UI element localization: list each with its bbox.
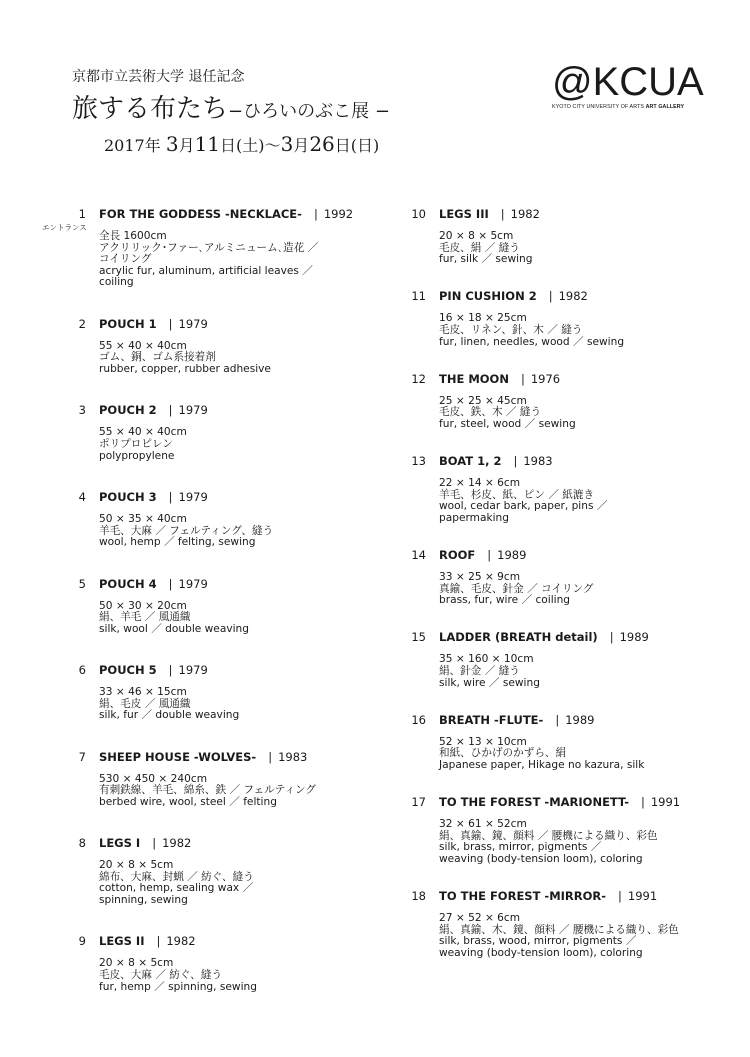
date-start-weekday: (土) bbox=[236, 136, 265, 155]
work-item bbox=[410, 548, 710, 607]
work-material-line: coiling bbox=[99, 276, 134, 289]
work-number: 14 bbox=[411, 548, 426, 563]
work-number: 2 bbox=[78, 316, 86, 331]
title-year-divider: | bbox=[609, 630, 614, 645]
work-material-line: wool, hemp ／ felting, sewing bbox=[99, 536, 256, 549]
work-item bbox=[410, 795, 710, 865]
work-details bbox=[99, 341, 370, 376]
work-material-line: 毛皮、鉄、木 ／ 縫う bbox=[439, 406, 542, 419]
works-list-left bbox=[42, 207, 370, 1021]
work-material-line: 毛皮、リネン、針、木 ／ 縫う bbox=[439, 323, 583, 336]
work-material-line: 羊毛、大麻 ／ フェルティング、縫う bbox=[99, 524, 274, 537]
work-year: 1976 bbox=[530, 371, 561, 386]
work-material-line: silk, wire ／ sewing bbox=[439, 676, 540, 689]
work-number: 10 bbox=[411, 207, 426, 221]
work-details bbox=[439, 478, 710, 524]
work-number: 18 bbox=[411, 889, 426, 904]
work-material-line: 絹、羊毛 ／ 風通織 bbox=[99, 611, 191, 624]
work-number: 1 bbox=[78, 207, 86, 221]
exhibition-title bbox=[72, 88, 390, 125]
work-material-line: cotton, hemp, sealing wax ／ bbox=[99, 882, 254, 895]
work-title-line bbox=[99, 490, 370, 504]
title-year-divider: | bbox=[152, 836, 157, 851]
work-year: 1989 bbox=[497, 548, 527, 563]
work-number: 8 bbox=[78, 836, 86, 851]
date-start-month: 3 bbox=[165, 132, 179, 156]
title-year-divider: | bbox=[168, 576, 173, 591]
work-year: 1982 bbox=[162, 836, 192, 851]
works-list-right bbox=[410, 207, 710, 983]
work-title-line bbox=[99, 577, 370, 591]
title-year-divider: | bbox=[168, 316, 173, 331]
work-material-line: Japanese paper, Hikage no kazura, silk bbox=[439, 759, 645, 772]
exhibition-title-main: 旅する布たち bbox=[72, 94, 229, 124]
work-dimensions: 20 × 8 × 5cm bbox=[99, 957, 174, 970]
work-number: 16 bbox=[411, 712, 426, 727]
work-number: 17 bbox=[411, 795, 426, 810]
work-item bbox=[70, 577, 370, 636]
title-year-divider: | bbox=[168, 489, 173, 504]
work-item bbox=[410, 289, 710, 348]
work-dimensions: 52 × 13 × 10cm bbox=[439, 735, 527, 748]
logo-mark: @KCUA bbox=[552, 60, 704, 104]
work-title-line bbox=[439, 289, 710, 303]
title-year-divider: | bbox=[156, 934, 161, 949]
work-item bbox=[70, 317, 370, 376]
work-material-line: 真鍮、毛皮、針金 ／ コイリング bbox=[439, 582, 594, 595]
day-char: 日 bbox=[220, 136, 237, 155]
work-details bbox=[99, 601, 370, 636]
work-material-line: 有刺鉄線、羊毛、綿糸、鉄 ／ フェルティング bbox=[99, 784, 317, 797]
work-number: 13 bbox=[411, 454, 426, 469]
work-material-line: fur, steel, wood ／ sewing bbox=[439, 417, 576, 430]
work-title: TO THE FOREST -MIRROR- bbox=[439, 889, 607, 904]
work-details bbox=[439, 737, 710, 772]
work-item bbox=[410, 630, 710, 689]
work-material-line: 毛皮、絹 ／ 縫う bbox=[439, 241, 520, 254]
work-title-line bbox=[439, 372, 710, 386]
work-dimensions: 55 × 40 × 40cm bbox=[99, 339, 187, 352]
work-year: 1982 bbox=[166, 934, 196, 949]
work-material-line: polypropylene bbox=[99, 449, 175, 462]
work-material-line: silk, wool ／ double weaving bbox=[99, 622, 249, 635]
work-material-line: 毛皮、大麻 ／ 紡ぐ、縫う bbox=[99, 969, 223, 981]
work-item bbox=[410, 207, 710, 266]
work-title-line bbox=[99, 403, 370, 417]
work-title: FOR THE GODDESS -NECKLACE- bbox=[99, 207, 302, 221]
work-year: 1979 bbox=[178, 576, 208, 591]
work-year: 1983 bbox=[523, 454, 553, 469]
work-item bbox=[70, 934, 370, 993]
title-year-divider: | bbox=[168, 403, 173, 418]
logo-tagline bbox=[552, 104, 688, 110]
work-details bbox=[439, 313, 710, 348]
work-number: 4 bbox=[78, 489, 86, 504]
exhibition-title-sub: −ひろいのぶこ展 − bbox=[228, 101, 390, 122]
work-title: POUCH 4 bbox=[99, 576, 157, 591]
work-number: 7 bbox=[78, 749, 86, 764]
exhibition-subtitle: 京都市立芸術大学 退任記念 bbox=[72, 69, 245, 85]
work-title: SHEEP HOUSE -WOLVES- bbox=[99, 749, 257, 764]
month-char: 月 bbox=[178, 136, 195, 155]
work-details bbox=[99, 231, 370, 289]
work-material-line: 和紙、ひかげのかずら、絹 bbox=[439, 747, 567, 760]
work-details bbox=[439, 654, 710, 689]
work-details bbox=[439, 819, 710, 865]
title-year-divider: | bbox=[168, 663, 173, 678]
work-title-line bbox=[99, 317, 370, 331]
work-details bbox=[99, 427, 370, 462]
work-item bbox=[410, 889, 710, 959]
work-details bbox=[439, 231, 710, 266]
work-item bbox=[410, 713, 710, 772]
title-year-divider: | bbox=[555, 712, 560, 727]
work-year: 1989 bbox=[565, 712, 595, 727]
work-number: 12 bbox=[411, 371, 426, 386]
logo-tagline-bold: ART GALLERY bbox=[645, 104, 685, 110]
work-title-line bbox=[439, 713, 710, 727]
work-material-line: 羊毛、杉皮、紙、ピン ／ 紙漉き bbox=[439, 488, 595, 501]
work-title-line bbox=[439, 889, 710, 903]
work-title-line bbox=[99, 750, 370, 764]
work-year: 1979 bbox=[178, 489, 208, 504]
work-year: 1991 bbox=[650, 795, 681, 810]
work-item bbox=[70, 403, 370, 462]
work-title-line bbox=[439, 454, 710, 468]
work-title: THE MOON bbox=[439, 371, 509, 386]
title-year-divider: | bbox=[618, 889, 622, 904]
work-dimensions: 22 × 14 × 6cm bbox=[439, 477, 521, 490]
work-dimensions: 20 × 8 × 5cm bbox=[439, 230, 514, 242]
work-title: LEGS III bbox=[439, 207, 489, 221]
work-title-line bbox=[99, 663, 370, 677]
work-title-line bbox=[439, 795, 710, 809]
work-material-line: アクリリック･ファー､アルミニューム､造花 ／ bbox=[99, 241, 319, 254]
work-year: 1979 bbox=[178, 663, 208, 678]
title-year-divider: | bbox=[640, 795, 645, 810]
work-year: 1979 bbox=[178, 316, 208, 331]
work-material-line: 絹、真鍮、鏡、顔料 ／ 腰機による織り、彩色 bbox=[439, 829, 658, 842]
work-material-line: fur, silk ／ sewing bbox=[439, 253, 533, 266]
work-number: 11 bbox=[411, 289, 426, 304]
work-material-line: wool, cedar bark, paper, pins ／ bbox=[439, 500, 608, 513]
work-number: 15 bbox=[411, 630, 426, 645]
title-year-divider: | bbox=[548, 289, 553, 304]
work-title: PIN CUSHION 2 bbox=[439, 289, 537, 304]
work-dimensions: 16 × 18 × 25cm bbox=[439, 312, 527, 325]
work-details bbox=[439, 572, 710, 607]
month-char: 月 bbox=[293, 136, 310, 155]
work-material-line: 絹、真鍮、木、鏡、顔料 ／ 腰機による織り、彩色 bbox=[439, 923, 679, 936]
work-item bbox=[70, 490, 370, 549]
date-end-weekday: (日) bbox=[350, 136, 380, 155]
work-year: 1982 bbox=[510, 207, 540, 221]
work-item bbox=[70, 836, 370, 906]
date-end-month: 3 bbox=[280, 132, 294, 156]
work-material-line: 綿布、大麻、封蝋 ／ 紡ぐ、縫う bbox=[99, 870, 254, 883]
work-dimensions: 50 × 35 × 40cm bbox=[99, 512, 187, 525]
gallery-logo bbox=[552, 60, 704, 110]
work-dimensions: 25 × 25 × 45cm bbox=[439, 394, 527, 407]
work-dimensions: 全長 1600cm bbox=[99, 230, 167, 242]
work-location-note: エントランス bbox=[42, 223, 87, 232]
work-material-line: acrylic fur, aluminum, artificial leaves ／ bbox=[99, 264, 313, 277]
work-dimensions: 27 × 52 × 6cm bbox=[439, 912, 521, 925]
work-title: ROOF bbox=[439, 548, 476, 563]
work-title: POUCH 5 bbox=[99, 663, 157, 678]
work-title-line bbox=[99, 934, 370, 948]
work-material-line: berbed wire, wool, steel ／ felting bbox=[99, 795, 277, 808]
work-material-line: ゴム、銅、ゴム系接着剤 bbox=[99, 351, 216, 364]
work-material-line: brass, fur, wire ／ coiling bbox=[439, 594, 571, 607]
work-number: 5 bbox=[78, 576, 86, 591]
work-item bbox=[410, 372, 710, 431]
work-year: 1983 bbox=[278, 749, 308, 764]
work-material-line: ポリプロピレン bbox=[99, 437, 173, 450]
work-title: TO THE FOREST -MARIONETT- bbox=[439, 795, 629, 810]
work-material-line: fur, linen, needles, wood ／ sewing bbox=[439, 335, 625, 348]
work-details bbox=[99, 774, 370, 809]
work-material-line: spinning, sewing bbox=[99, 894, 188, 907]
work-dimensions: 35 × 160 × 10cm bbox=[439, 653, 534, 666]
work-year: 1989 bbox=[619, 630, 649, 645]
work-number: 9 bbox=[78, 934, 86, 949]
work-title: POUCH 2 bbox=[99, 403, 157, 418]
work-dimensions: 55 × 40 × 40cm bbox=[99, 426, 187, 439]
work-material-line: silk, brass, mirror, pigments ／ bbox=[439, 841, 602, 854]
work-details bbox=[99, 860, 370, 906]
work-details bbox=[439, 913, 710, 959]
work-dimensions: 20 × 8 × 5cm bbox=[99, 859, 174, 872]
work-material-line: silk, fur ／ double weaving bbox=[99, 709, 240, 722]
work-title-line bbox=[439, 548, 710, 562]
work-title: LEGS II bbox=[99, 934, 145, 949]
work-title: BOAT 1, 2 bbox=[439, 454, 502, 469]
work-dimensions: 50 × 30 × 20cm bbox=[99, 599, 187, 612]
work-material-line: コイリング bbox=[99, 253, 152, 266]
work-material-line: weaving (body-tension loom), coloring bbox=[439, 946, 643, 959]
work-item bbox=[42, 207, 370, 289]
title-year-divider: | bbox=[313, 207, 318, 221]
work-year: 1991 bbox=[627, 889, 658, 904]
date-end-day: 26 bbox=[309, 132, 335, 156]
work-year: 1982 bbox=[558, 289, 588, 304]
title-year-divider: | bbox=[520, 371, 525, 386]
day-char: 日 bbox=[334, 136, 351, 155]
work-dimensions: 530 × 450 × 240cm bbox=[99, 772, 208, 785]
title-year-divider: | bbox=[500, 207, 505, 221]
work-material-line: rubber, copper, rubber adhesive bbox=[99, 362, 271, 375]
work-details bbox=[99, 514, 370, 549]
work-title: BREATH -FLUTE- bbox=[439, 712, 544, 727]
work-title: LEGS I bbox=[99, 836, 141, 851]
work-year: 1979 bbox=[178, 403, 208, 418]
work-dimensions: 33 × 46 × 15cm bbox=[99, 686, 187, 699]
work-item bbox=[70, 750, 370, 809]
work-material-line: fur, hemp ／ spinning, sewing bbox=[99, 980, 257, 993]
work-title: LADDER (BREATH detail) bbox=[439, 630, 598, 645]
date-year: 2017年 bbox=[104, 136, 161, 155]
work-details bbox=[99, 958, 370, 993]
work-details bbox=[439, 396, 710, 431]
date-separator: 〜 bbox=[264, 136, 281, 155]
work-dimensions: 32 × 61 × 52cm bbox=[439, 818, 527, 831]
title-year-divider: | bbox=[513, 454, 518, 469]
work-year: 1992 bbox=[323, 207, 354, 221]
work-title: POUCH 1 bbox=[99, 316, 157, 331]
work-title-line bbox=[99, 207, 370, 221]
work-title-line bbox=[439, 630, 710, 644]
work-material-line: 絹、針金 ／ 縫う bbox=[439, 665, 520, 678]
work-dimensions: 33 × 25 × 9cm bbox=[439, 571, 521, 584]
work-material-line: silk, brass, wood, mirror, pigments ／ bbox=[439, 935, 637, 948]
logo-tagline-text: KYOTO CITY UNIVERSITY OF ARTS bbox=[552, 104, 644, 110]
work-material-line: papermaking bbox=[439, 511, 509, 524]
work-item bbox=[70, 663, 370, 722]
work-details bbox=[99, 687, 370, 722]
work-title-line bbox=[439, 207, 710, 221]
work-item bbox=[410, 454, 710, 524]
work-number: 6 bbox=[78, 663, 86, 678]
date-start-day: 11 bbox=[194, 132, 221, 156]
exhibition-dates bbox=[104, 132, 379, 156]
work-material-line: 絹、毛皮 ／ 風通織 bbox=[99, 697, 191, 710]
title-year-divider: | bbox=[487, 548, 492, 563]
work-material-line: weaving (body-tension loom), coloring bbox=[439, 853, 643, 865]
work-number: 3 bbox=[78, 403, 86, 418]
title-year-divider: | bbox=[268, 749, 273, 764]
work-title-line bbox=[99, 836, 370, 850]
work-title: POUCH 3 bbox=[99, 489, 157, 504]
